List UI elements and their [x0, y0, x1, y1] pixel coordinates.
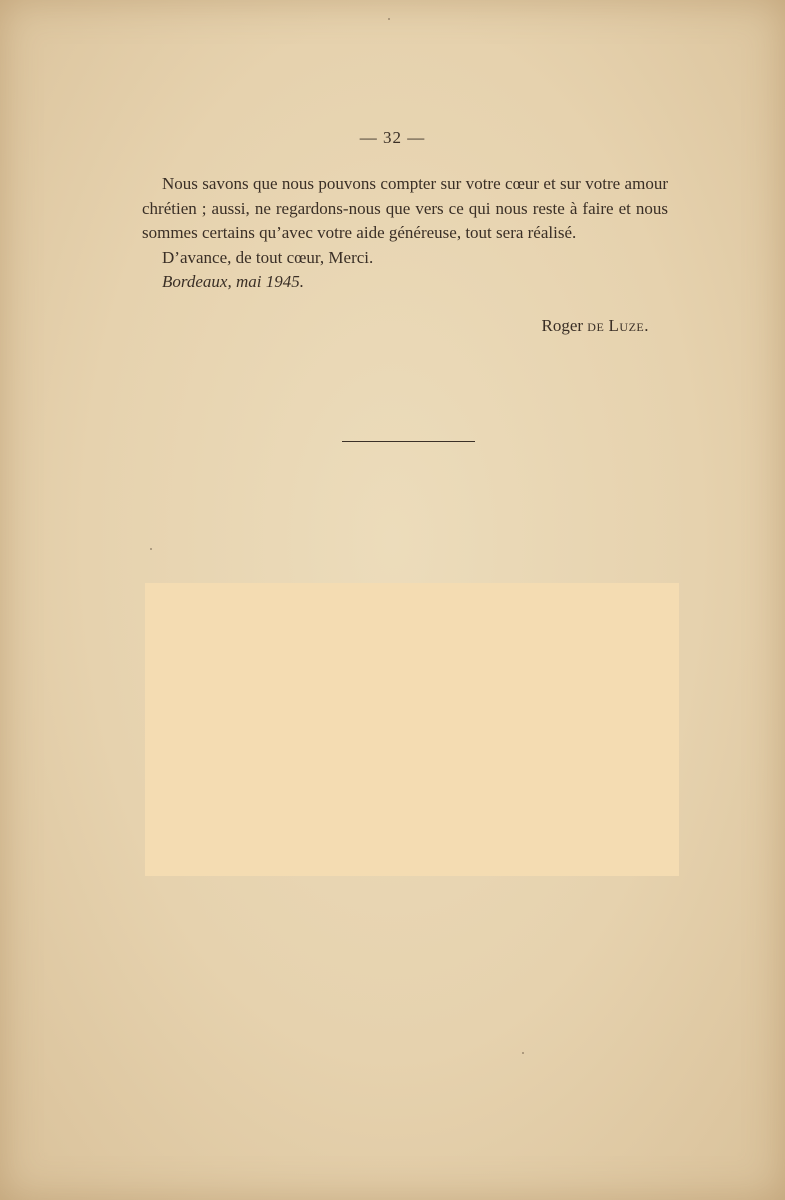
dateline: Bordeaux, mai 1945. [162, 272, 304, 291]
blank-pasted-block [145, 583, 679, 876]
signature [541, 316, 649, 336]
section-divider-rule [342, 441, 475, 442]
signature-first-name: Roger [541, 316, 584, 335]
signature-particle: de [587, 316, 605, 335]
signature-last-name: Luze. [608, 316, 649, 335]
letter-body [142, 172, 668, 295]
page-number: — 32 — [359, 128, 426, 147]
paper-speck [388, 18, 390, 20]
paper-speck [150, 548, 152, 550]
paper-speck [522, 1052, 524, 1054]
paragraph-closing-appeal: Nous savons que nous pouvons compter sur votre cœur et sur votre amour chrétien ; aussi, ne regardons-nous que vers ce qui nous reste à faire et nous sommes certains qu’avec votre aide généreuse, tout sera réalisé. [142, 174, 668, 242]
paragraph-thanks: D’avance, de tout cœur, Merci. [162, 247, 374, 267]
